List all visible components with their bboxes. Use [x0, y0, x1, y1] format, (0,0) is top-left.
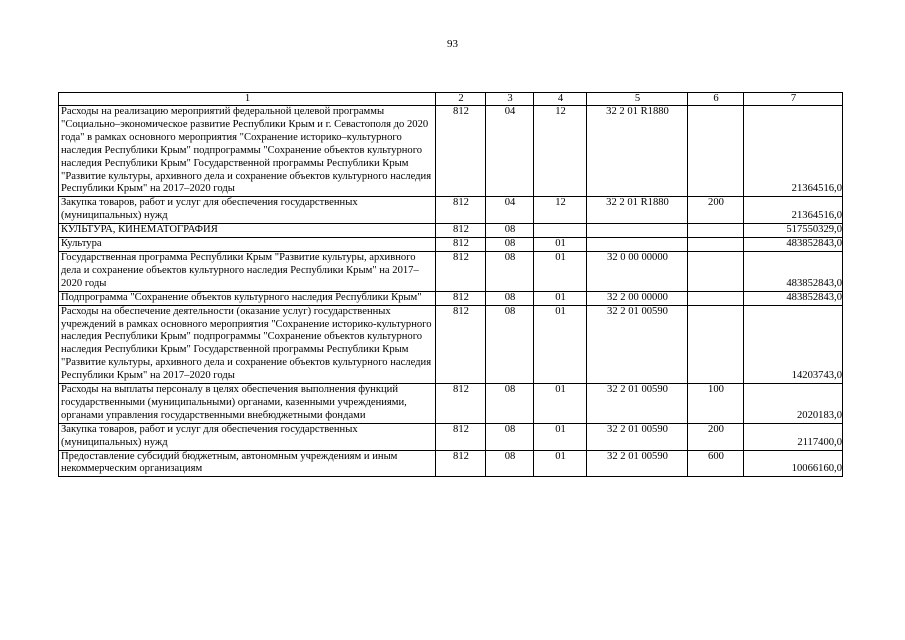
target-article-cell: 32 2 01 00590: [587, 384, 688, 424]
row-name-cell: Подпрограмма "Сохранение объектов культурного наследия Республики Крым": [59, 291, 436, 305]
admin-code-cell: 812: [436, 251, 486, 291]
admin-code-cell: 812: [436, 384, 486, 424]
row-name-cell: КУЛЬТУРА, КИНЕМАТОГРАФИЯ: [59, 224, 436, 238]
amount-cell: 483852843,0: [744, 291, 843, 305]
table-row: [59, 423, 843, 450]
amount-cell: 2117400,0: [744, 423, 843, 450]
section-cell: 08: [486, 305, 534, 383]
table-row: [59, 224, 843, 238]
expense-type-cell: 200: [688, 423, 744, 450]
table-row: [59, 106, 843, 197]
target-article-cell: 32 2 01 00590: [587, 450, 688, 477]
header-cell: 3: [486, 93, 534, 106]
budget-table: [58, 92, 843, 477]
amount-cell: 517550329,0: [744, 224, 843, 238]
expense-type-cell: [688, 291, 744, 305]
section-cell: 04: [486, 197, 534, 224]
row-name-cell: Расходы на реализацию мероприятий федеральной целевой программы "Социально–экономическое развитие Республики Крым и г. Севастополя до 2020 года" в рамках основного мероприятия "Сохранение историко–культурного наследия Республики Крым" подпрограммы "Сохранение объектов культурного наследия Республики Крым" Государственной программы Республики Крым "Развитие культуры, архивного дела и сохранение объектов культурного наследия Республики Крым" на 2017–2020 годы: [59, 106, 436, 197]
header-cell: 7: [744, 93, 843, 106]
subsection-cell: 01: [534, 450, 587, 477]
subsection-cell: 01: [534, 291, 587, 305]
amount-cell: 14203743,0: [744, 305, 843, 383]
section-cell: 08: [486, 251, 534, 291]
amount-cell: 10066160,0: [744, 450, 843, 477]
subsection-cell: 12: [534, 197, 587, 224]
row-name-cell: Культура: [59, 238, 436, 252]
subsection-cell: [534, 224, 587, 238]
admin-code-cell: 812: [436, 291, 486, 305]
section-cell: 04: [486, 106, 534, 197]
admin-code-cell: 812: [436, 238, 486, 252]
header-cell: 6: [688, 93, 744, 106]
table-row: [59, 251, 843, 291]
expense-type-cell: [688, 305, 744, 383]
admin-code-cell: 812: [436, 224, 486, 238]
target-article-cell: [587, 224, 688, 238]
admin-code-cell: 812: [436, 450, 486, 477]
expense-type-cell: 100: [688, 384, 744, 424]
target-article-cell: 32 2 01 R1880: [587, 197, 688, 224]
target-article-cell: 32 2 00 00000: [587, 291, 688, 305]
amount-cell: 21364516,0: [744, 197, 843, 224]
table-row: [59, 291, 843, 305]
target-article-cell: 32 2 01 00590: [587, 305, 688, 383]
row-name-cell: Закупка товаров, работ и услуг для обеспечения государственных (муниципальных) нужд: [59, 423, 436, 450]
admin-code-cell: 812: [436, 423, 486, 450]
expense-type-cell: [688, 238, 744, 252]
expense-type-cell: 200: [688, 197, 744, 224]
expense-type-cell: [688, 106, 744, 197]
target-article-cell: 32 0 00 00000: [587, 251, 688, 291]
amount-cell: 21364516,0: [744, 106, 843, 197]
subsection-cell: 12: [534, 106, 587, 197]
header-cell: 1: [59, 93, 436, 106]
row-name-cell: Предоставление субсидий бюджетным, автономным учреждениям и иным некоммерческим организациям: [59, 450, 436, 477]
row-name-cell: Расходы на обеспечение деятельности (оказание услуг) государственных учреждений в рамках основного мероприятия "Сохранение историко-культурного наследия Республики Крым" подпрограммы "Сохранение объектов культурного наследия Республики Крым" Государственной программы Республики Крым "Развитие культуры, архивного дела и сохранение объектов культурного наследия Республики Крым" на 2017–2020 годы: [59, 305, 436, 383]
amount-cell: 483852843,0: [744, 238, 843, 252]
row-name-cell: Закупка товаров, работ и услуг для обеспечения государственных (муниципальных) нужд: [59, 197, 436, 224]
row-name-cell: Расходы на выплаты персоналу в целях обеспечения выполнения функций государственными (муниципальными) органами, казенными учреждениями, органами управления государственными внебюджетными фондами: [59, 384, 436, 424]
table-row: [59, 450, 843, 477]
header-cell: 2: [436, 93, 486, 106]
table-row: [59, 197, 843, 224]
admin-code-cell: 812: [436, 197, 486, 224]
table-header-row: [59, 93, 843, 106]
section-cell: 08: [486, 423, 534, 450]
admin-code-cell: 812: [436, 305, 486, 383]
amount-cell: 483852843,0: [744, 251, 843, 291]
expense-type-cell: [688, 251, 744, 291]
amount-cell: 2020183,0: [744, 384, 843, 424]
target-article-cell: 32 2 01 R1880: [587, 106, 688, 197]
header-cell: 4: [534, 93, 587, 106]
section-cell: 08: [486, 291, 534, 305]
row-name-cell: Государственная программа Республики Крым "Развитие культуры, архивного дела и сохранение объектов культурного наследия Республики Крым" на 2017–2020 годы: [59, 251, 436, 291]
subsection-cell: 01: [534, 251, 587, 291]
table-row: [59, 305, 843, 383]
target-article-cell: [587, 238, 688, 252]
section-cell: 08: [486, 450, 534, 477]
section-cell: 08: [486, 384, 534, 424]
target-article-cell: 32 2 01 00590: [587, 423, 688, 450]
section-cell: 08: [486, 224, 534, 238]
subsection-cell: 01: [534, 423, 587, 450]
page-number: 93: [447, 38, 458, 50]
subsection-cell: 01: [534, 238, 587, 252]
table-row: [59, 384, 843, 424]
subsection-cell: 01: [534, 305, 587, 383]
table-row: [59, 238, 843, 252]
expense-type-cell: 600: [688, 450, 744, 477]
admin-code-cell: 812: [436, 106, 486, 197]
expense-type-cell: [688, 224, 744, 238]
subsection-cell: 01: [534, 384, 587, 424]
section-cell: 08: [486, 238, 534, 252]
header-cell: 5: [587, 93, 688, 106]
